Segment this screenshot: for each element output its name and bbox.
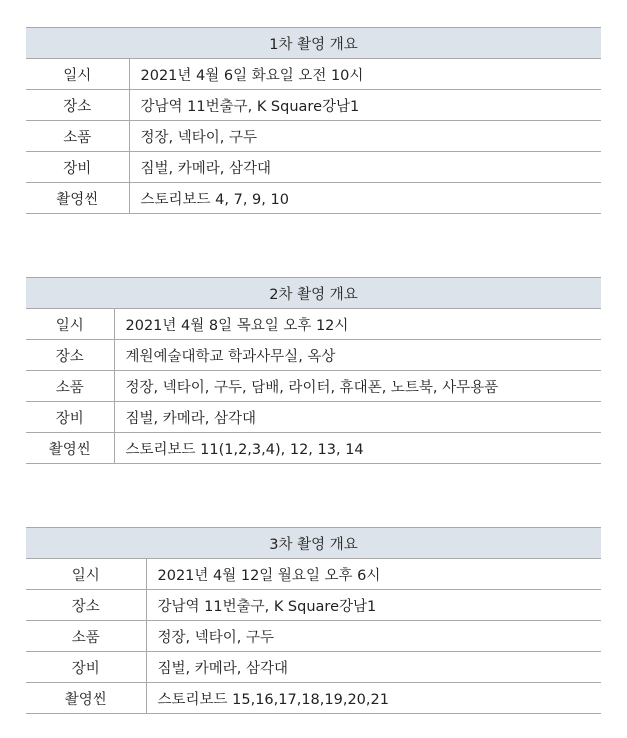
row-label-props: 소품 <box>26 371 114 402</box>
row-label-scenes: 촬영씬 <box>26 683 146 714</box>
row-label-location: 장소 <box>26 590 146 621</box>
row-value-datetime: 2021년 4월 12일 월요일 오후 6시 <box>146 559 601 590</box>
table-row <box>26 121 601 152</box>
table-row <box>26 433 601 464</box>
row-label-equipment: 장비 <box>26 402 114 433</box>
row-value-props: 정장, 넥타이, 구두, 담배, 라이터, 휴대폰, 노트북, 사무용품 <box>114 371 601 402</box>
table-row <box>26 340 601 371</box>
row-value-scenes: 스토리보드 4, 7, 9, 10 <box>129 183 601 214</box>
table-row <box>26 152 601 183</box>
row-label-datetime: 일시 <box>26 559 146 590</box>
table-row <box>26 402 601 433</box>
row-label-scenes: 촬영씬 <box>26 433 114 464</box>
table-header-row <box>26 278 601 309</box>
row-label-scenes: 촬영씬 <box>26 183 129 214</box>
table-title: 3차 촬영 개요 <box>26 528 601 559</box>
row-value-props: 정장, 넥타이, 구두 <box>146 621 601 652</box>
shoot-overview-table-2 <box>26 277 601 464</box>
table-row <box>26 621 601 652</box>
shoot-overview-table-1 <box>26 27 601 214</box>
table-row <box>26 371 601 402</box>
table-row <box>26 590 601 621</box>
row-value-equipment: 짐벌, 카메라, 삼각대 <box>146 652 601 683</box>
row-value-location: 계원예술대학교 학과사무실, 옥상 <box>114 340 601 371</box>
row-value-equipment: 짐벌, 카메라, 삼각대 <box>114 402 601 433</box>
table-row <box>26 559 601 590</box>
table-header-row <box>26 28 601 59</box>
row-value-scenes: 스토리보드 15,16,17,18,19,20,21 <box>146 683 601 714</box>
row-value-equipment: 짐벌, 카메라, 삼각대 <box>129 152 601 183</box>
row-label-props: 소품 <box>26 121 129 152</box>
table-header-row <box>26 528 601 559</box>
row-label-datetime: 일시 <box>26 59 129 90</box>
row-label-datetime: 일시 <box>26 309 114 340</box>
row-value-location: 강남역 11번출구, K Square강남1 <box>129 90 601 121</box>
table-row <box>26 90 601 121</box>
table-row <box>26 183 601 214</box>
row-label-props: 소품 <box>26 621 146 652</box>
row-value-datetime: 2021년 4월 8일 목요일 오후 12시 <box>114 309 601 340</box>
row-value-scenes: 스토리보드 11(1,2,3,4), 12, 13, 14 <box>114 433 601 464</box>
row-label-location: 장소 <box>26 90 129 121</box>
row-label-equipment: 장비 <box>26 652 146 683</box>
shoot-overview-table-3 <box>26 527 601 714</box>
row-label-equipment: 장비 <box>26 152 129 183</box>
row-value-datetime: 2021년 4월 6일 화요일 오전 10시 <box>129 59 601 90</box>
table-row <box>26 652 601 683</box>
row-value-location: 강남역 11번출구, K Square강남1 <box>146 590 601 621</box>
table-row <box>26 683 601 714</box>
row-label-location: 장소 <box>26 340 114 371</box>
table-title: 1차 촬영 개요 <box>26 28 601 59</box>
table-row <box>26 309 601 340</box>
row-value-props: 정장, 넥타이, 구두 <box>129 121 601 152</box>
table-title: 2차 촬영 개요 <box>26 278 601 309</box>
table-row <box>26 59 601 90</box>
